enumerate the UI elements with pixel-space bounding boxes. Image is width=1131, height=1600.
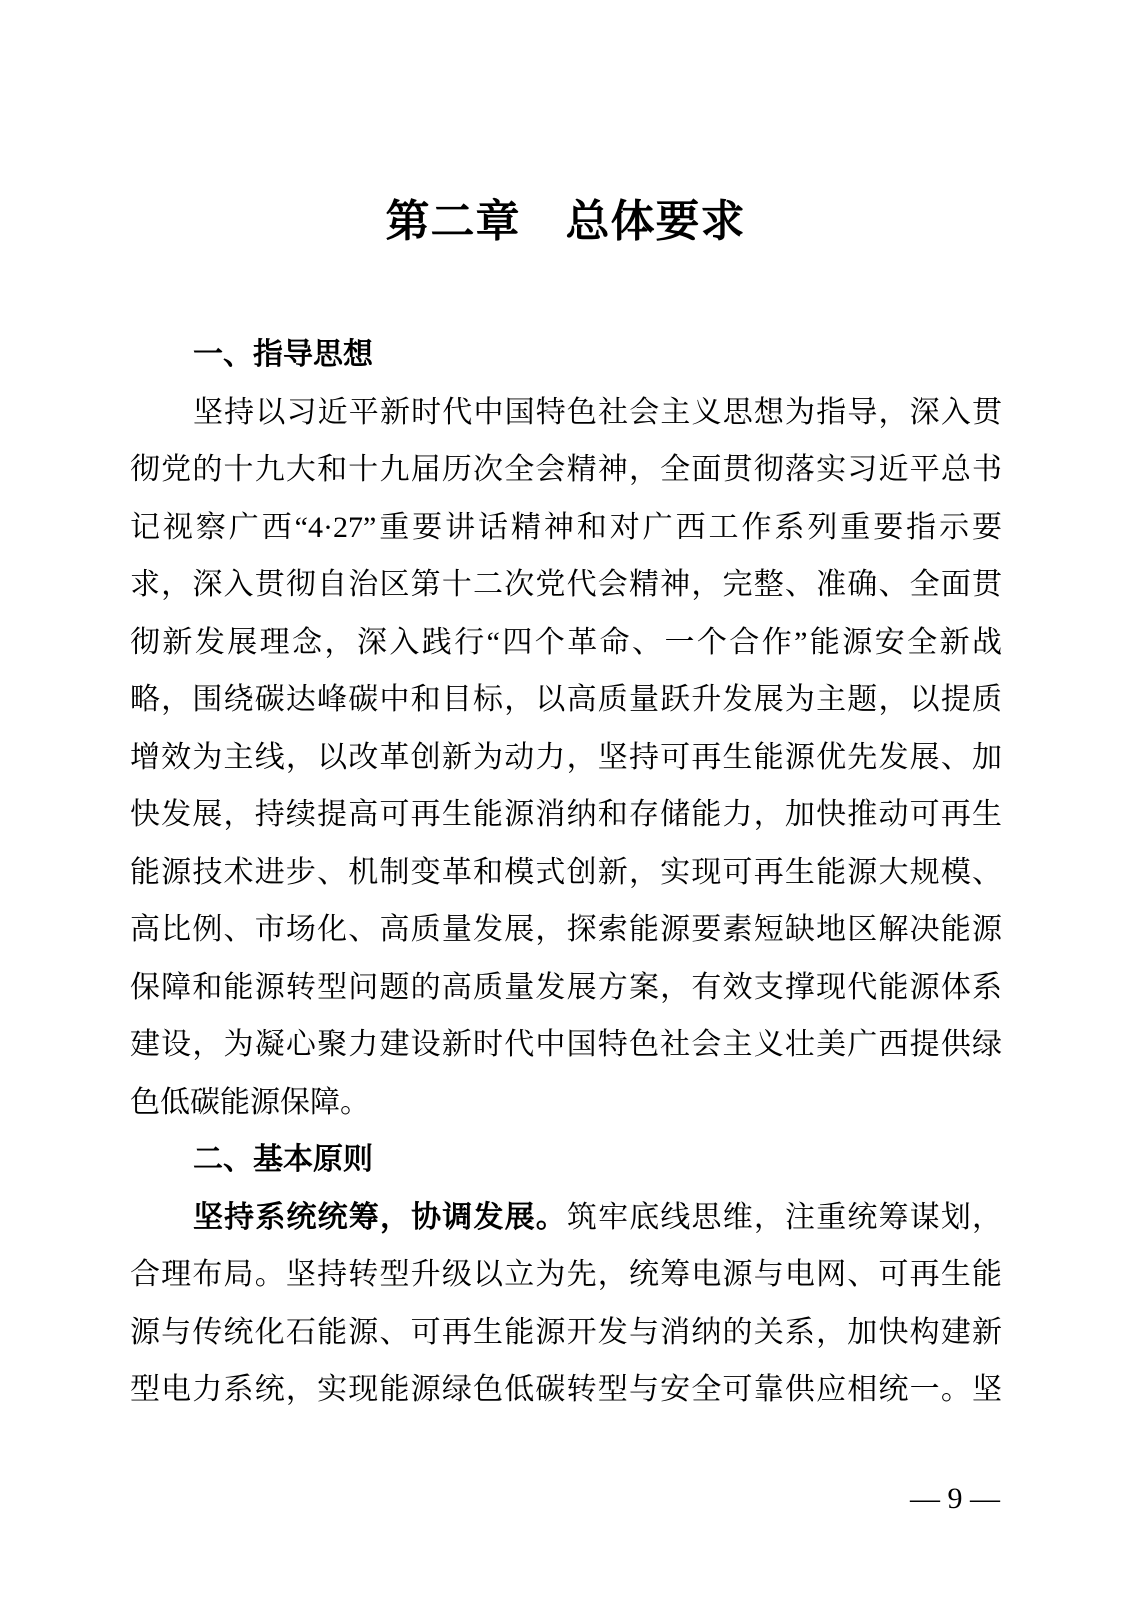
paragraph-line: 彻党的十九大和十九届历次全会精神，全面贯彻落实习近平总书 [130,453,1002,486]
paragraph-line: 型电力系统，实现能源绿色低碳转型与安全可靠供应相统一。坚 [130,1373,1002,1406]
paragraph-line: 记视察广西“4·27”重要讲话精神和对广西工作系列重要指示要 [130,510,1002,544]
chapter-title: 第二章 总体要求 [385,197,746,246]
paragraph-line: 增效为主线，以改革创新为动力，坚持可再生能源优先发展、加 [130,740,1002,774]
paragraph-line: 合理布局。坚持转型升级以立为先，统筹电源与电网、可再生能 [130,1258,1002,1291]
paragraph-line: 建设，为凝心聚力建设新时代中国特色社会主义壮美广西提供绿 [130,1028,1002,1061]
section-heading-basic-principles: 二、基本原则 [193,1143,373,1176]
page-number: — 9 — [910,1482,1000,1515]
paragraph-line: 色低碳能源保障。 [130,1085,370,1119]
paragraph-line: 求，深入贯彻自治区第十二次党代会精神，完整、准确、全面贯 [130,568,1002,601]
lead-rest-text: 筑牢底线思维，注重统筹谋划， [566,1200,1003,1234]
bold-lead-text: 坚持系统统筹，协调发展。 [193,1200,567,1234]
paragraph-line: 快发展，持续提高可再生能源消纳和存储能力，加快推动可再生 [130,798,1002,831]
paragraph-line [130,1189,1002,1247]
paragraph-line: 保障和能源转型问题的高质量发展方案，有效支撑现代能源体系 [130,970,1002,1004]
paragraph-line: 能源技术进步、机制变革和模式创新，实现可再生能源大规模、 [130,855,1002,889]
document-body [130,326,1002,1419]
paragraph-line: 坚持以习近平新时代中国特色社会主义思想为指导，深入贯 [193,395,1002,429]
paragraph-line: 略，围绕碳达峰碳中和目标，以高质量跃升发展为主题，以提质 [130,683,1002,716]
paragraph-line: 源与传统化石能源、可再生能源开发与消纳的关系，加快构建新 [130,1315,1002,1349]
paragraph-line: 彻新发展理念，深入践行“四个革命、一个合作”能源安全新战 [130,625,1002,659]
section-heading-guiding-ideology: 一、指导思想 [193,338,373,371]
paragraph-line: 高比例、市场化、高质量发展，探索能源要素短缺地区解决能源 [130,913,1002,946]
